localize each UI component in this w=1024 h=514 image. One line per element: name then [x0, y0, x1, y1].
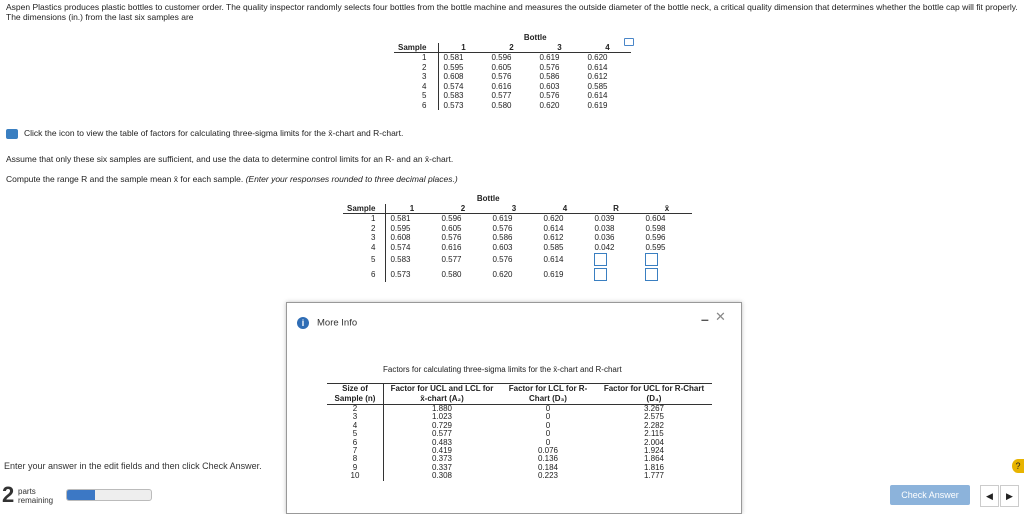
factors-link-text: Click the icon to view the table of factors for calculating three-sigma limits for the x̄-chart and R-chart. — [24, 128, 404, 138]
measurement-cell: 0.612 — [587, 72, 608, 81]
factors-title: Factors for calculating three-sigma limits for the x̄-chart and R-chart — [383, 365, 622, 374]
range-cell: 0.039 — [594, 214, 615, 223]
measurement-cell: 0.603 — [539, 81, 560, 91]
answer-table-group-header: Bottle — [476, 194, 500, 203]
factor-cell: 1.816 — [643, 462, 665, 472]
measurement-cell: 0.577 — [491, 91, 512, 100]
measurement-cell: 0.576 — [492, 223, 513, 233]
factor-cell: 3 — [352, 412, 358, 422]
factor-cell: 0.419 — [384, 447, 501, 455]
mean-input[interactable] — [645, 253, 658, 266]
mean-cell: 0.596 — [645, 233, 666, 242]
measurement-cell: 0.616 — [491, 81, 512, 91]
measurement-cell: 0.620 — [543, 214, 564, 223]
minimize-button[interactable]: – — [701, 311, 709, 327]
answer-table — [343, 194, 692, 282]
factor-cell: 0 — [545, 404, 551, 413]
factor-cell: 2.004 — [643, 437, 665, 447]
data-row — [394, 91, 631, 101]
sample-number: 4 — [371, 242, 376, 252]
mean-cell[interactable] — [641, 252, 692, 267]
sample-number: 6 — [371, 270, 376, 279]
answer-row — [343, 214, 692, 224]
measurement-cell: 0.576 — [539, 62, 560, 72]
range-cell: 0.042 — [594, 242, 615, 252]
bottle-header: 3 — [535, 43, 583, 53]
measurement-cell: 0.573 — [386, 267, 438, 282]
close-button[interactable]: ✕ — [715, 309, 726, 324]
measurement-cell: 0.616 — [441, 242, 462, 252]
measurement-cell: 0.585 — [543, 242, 564, 252]
factor-cell: 6 — [352, 437, 358, 447]
measurement-cell: 0.619 — [539, 53, 560, 62]
measurement-cell: 0.596 — [441, 214, 462, 223]
parts-remaining-count: 2 — [2, 482, 15, 507]
factors-row — [327, 472, 712, 480]
factor-cell: 1.924 — [643, 446, 665, 456]
mean-cell[interactable] — [641, 267, 692, 282]
measurement-cell: 0.581 — [386, 214, 438, 224]
range-cell: 0.036 — [594, 233, 615, 242]
factor-cell: 1.023 — [384, 413, 501, 421]
measurement-cell: 0.576 — [539, 91, 560, 100]
measurement-cell: 0.596 — [491, 53, 512, 62]
bottle-header: 4 — [539, 204, 590, 214]
measurement-cell: 0.580 — [491, 100, 512, 110]
parts-label: parts — [18, 487, 36, 496]
factor-cell: 0.483 — [384, 439, 501, 447]
factor-cell: 0.373 — [384, 455, 501, 463]
factor-cell: 1.777 — [643, 471, 665, 481]
compute-text: Compute the range R and the sample mean x̄ for each sample. — [6, 174, 244, 184]
measurement-cell: 0.595 — [386, 224, 438, 234]
factor-cell: 0.184 — [537, 462, 559, 472]
measurement-cell: 0.581 — [439, 53, 488, 63]
factor-cell: 0.076 — [537, 446, 559, 456]
factors-table — [327, 383, 712, 481]
data-row — [394, 72, 631, 82]
measurement-cell: 0.608 — [386, 233, 438, 243]
factors-header: Size of Sample (n) — [327, 384, 384, 405]
measurement-cell: 0.576 — [491, 72, 512, 81]
measurement-cell: 0.586 — [492, 233, 513, 242]
problem-intro: Aspen Plastics produces plastic bottles to customer order. The quality inspector randomly selects four bottles from the bottle machine and measures the outside diameter of the bottle neck, a critical quality dimension that determines whether the bottle cap will fit properly. The dimensions (in.) from the last six samples are — [6, 2, 1018, 22]
measurement-cell: 0.583 — [386, 252, 438, 267]
measurement-cell: 0.620 — [539, 100, 560, 110]
mean-header: x̄ — [641, 204, 692, 214]
progress-fill — [67, 490, 95, 500]
sample-number: 5 — [422, 91, 427, 100]
factor-cell: 0.223 — [537, 471, 559, 481]
sample-number: 5 — [371, 255, 376, 264]
data-row — [394, 101, 631, 111]
measurement-cell: 0.577 — [441, 255, 462, 264]
previous-button[interactable]: ◀ — [980, 485, 999, 507]
measurement-cell: 0.576 — [492, 255, 513, 264]
measurement-cell: 0.619 — [587, 100, 608, 110]
sample-number: 3 — [371, 233, 376, 242]
data-row — [394, 82, 631, 92]
factors-link-line — [6, 128, 403, 139]
measurement-cell: 0.586 — [539, 72, 560, 81]
progress-bar — [66, 489, 152, 501]
bottle-header: 1 — [439, 43, 488, 53]
sample-number: 1 — [371, 214, 376, 223]
range-input[interactable] — [594, 253, 607, 266]
answer-table-sample-header: Sample — [343, 204, 386, 214]
help-button[interactable]: ? — [1012, 459, 1024, 473]
measurement-cell: 0.620 — [492, 270, 513, 279]
measurement-cell: 0.614 — [587, 62, 608, 72]
factor-cell: 9 — [352, 462, 358, 472]
dialog-header — [297, 317, 357, 329]
measurement-cell: 0.605 — [441, 223, 462, 233]
factor-cell: 4 — [352, 420, 358, 430]
factor-cell: 2.282 — [643, 420, 665, 430]
measurement-cell: 0.583 — [439, 91, 488, 101]
sample-number: 3 — [422, 72, 427, 81]
measurement-cell: 0.614 — [543, 255, 564, 264]
answer-instruction: Enter your answer in the edit fields and then click Check Answer. — [4, 461, 262, 471]
factor-cell: 0 — [545, 437, 551, 447]
factor-cell: 5 — [352, 429, 358, 439]
range-cell: 0.038 — [594, 223, 615, 233]
measurement-cell: 0.619 — [543, 270, 564, 279]
answer-row — [343, 252, 692, 267]
factor-cell: 2.115 — [644, 429, 664, 439]
dialog-title: More Info — [317, 317, 358, 329]
bottle-header: 4 — [583, 43, 631, 53]
measurement-cell: 0.580 — [441, 270, 462, 279]
range-header: R — [590, 204, 641, 214]
answer-row — [343, 233, 692, 243]
measurement-cell: 0.605 — [491, 62, 512, 72]
measurement-cell: 0.576 — [441, 233, 462, 242]
data-row — [394, 63, 631, 73]
table-icon[interactable] — [6, 129, 18, 139]
factors-header: Factor for UCL for R-Chart (D₄) — [596, 384, 712, 405]
bottle-header: 2 — [487, 43, 535, 53]
info-icon: i — [297, 317, 309, 329]
measurement-cell: 0.614 — [587, 91, 608, 100]
assume-text: Assume that only these six samples are sufficient, and use the data to determine control limits for an R- and an x̄-chart. — [6, 154, 454, 164]
measurement-cell: 0.603 — [492, 242, 513, 252]
factor-cell: 1.880 — [384, 405, 501, 414]
bottle-header: 1 — [386, 204, 438, 214]
bottle-header: 3 — [488, 204, 539, 214]
measurement-cell: 0.612 — [543, 233, 564, 242]
factor-cell: 0.337 — [384, 464, 501, 472]
measurement-cell: 0.614 — [543, 223, 564, 233]
factors-header: Factor for LCL for R-Chart (D₃) — [500, 384, 596, 405]
compute-line — [6, 174, 458, 184]
measurement-cell: 0.619 — [492, 214, 513, 223]
answer-row — [343, 224, 692, 234]
measurement-cell: 0.585 — [587, 81, 608, 91]
factor-cell: 2.575 — [643, 412, 665, 422]
measurement-cell: 0.620 — [587, 53, 608, 62]
factor-cell: 8 — [352, 454, 358, 464]
factors-header: Factor for UCL and LCL for x̄-chart (A₂) — [384, 384, 501, 405]
data-table-group-header: Bottle — [523, 33, 547, 42]
factor-cell: 7 — [352, 446, 358, 456]
more-info-dialog — [286, 302, 742, 514]
data-table-sample-header: Sample — [394, 43, 439, 53]
range-cell[interactable] — [590, 267, 641, 282]
factor-cell: 3.267 — [643, 404, 665, 413]
range-input[interactable] — [594, 268, 607, 281]
factor-cell: 0.729 — [384, 422, 501, 430]
measurement-cell: 0.574 — [439, 82, 488, 92]
answer-row — [343, 267, 692, 282]
mean-cell: 0.595 — [645, 242, 666, 252]
answer-row — [343, 243, 692, 253]
remaining-label: remaining — [18, 496, 54, 505]
factor-cell: 0.136 — [537, 454, 559, 464]
factor-cell: 0.308 — [384, 472, 501, 480]
sample-number: 4 — [422, 81, 427, 91]
parts-remaining-label — [18, 487, 53, 505]
mean-cell: 0.604 — [645, 214, 666, 223]
sample-number: 1 — [422, 53, 427, 62]
sample-number: 2 — [371, 223, 376, 233]
factor-cell: 1.864 — [643, 454, 665, 464]
measurement-cell: 0.608 — [439, 72, 488, 82]
factor-cell: 0 — [545, 420, 551, 430]
mean-input[interactable] — [645, 268, 658, 281]
next-button[interactable]: ▶ — [1000, 485, 1019, 507]
factor-cell: 0.577 — [384, 430, 501, 438]
measurement-cell: 0.573 — [439, 101, 488, 111]
compute-hint: (Enter your responses rounded to three decimal places.) — [245, 174, 458, 184]
sample-number: 6 — [422, 100, 427, 110]
mean-cell: 0.598 — [645, 223, 666, 233]
factor-cell: 0 — [545, 412, 551, 422]
measurement-cell: 0.574 — [386, 243, 438, 253]
check-answer-button[interactable]: Check Answer — [890, 485, 970, 505]
data-row — [394, 53, 631, 63]
factor-cell: 0 — [545, 429, 551, 439]
bottle-header: 2 — [437, 204, 488, 214]
factor-cell: 2 — [352, 404, 358, 413]
measurement-cell: 0.595 — [439, 63, 488, 73]
range-cell[interactable] — [590, 252, 641, 267]
factor-cell: 10 — [350, 471, 360, 481]
sample-number: 2 — [422, 62, 427, 72]
data-table — [394, 33, 631, 110]
